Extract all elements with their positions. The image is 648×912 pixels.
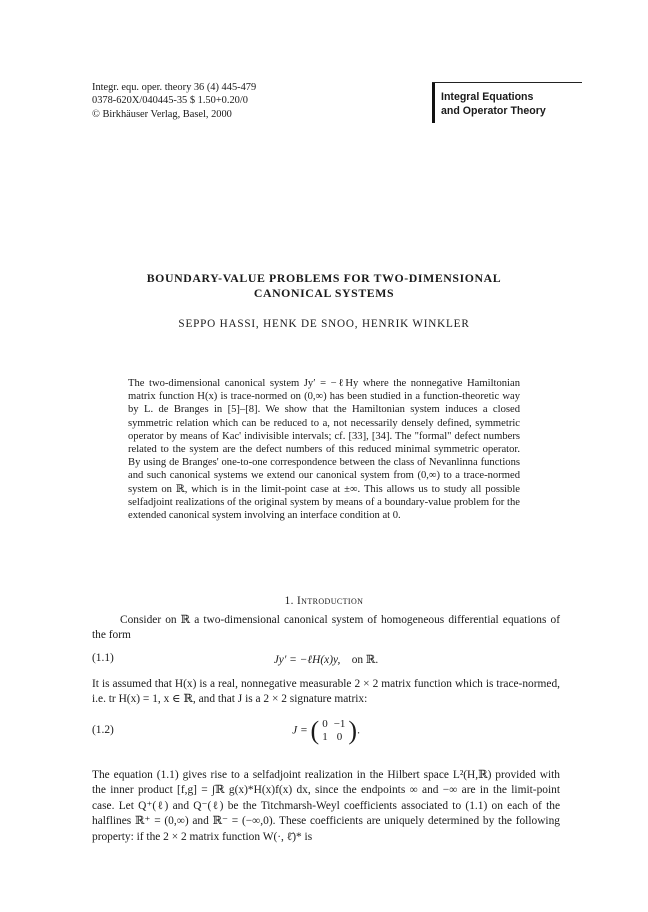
matrix-cell: −1: [333, 718, 346, 730]
section-number: 1.: [284, 595, 294, 607]
author-list: SEPPO HASSI, HENK DE SNOO, HENRIK WINKLER: [178, 318, 470, 330]
section-heading: [0, 595, 648, 607]
journal-name: [441, 91, 546, 118]
equation-expression: [92, 652, 560, 666]
issn-line: 0378-620X/040445-35 $ 1.50+0.20/0: [92, 95, 248, 107]
paper-title-line-2: CANONICAL SYSTEMS: [253, 286, 395, 300]
equation-number: (1.2): [92, 724, 114, 736]
equation-expression: [92, 718, 560, 744]
equation-lhs: Jy′ = −ℓH(x)y,: [273, 654, 341, 666]
paragraph-3: The equation (1.1) gives rise to a selfadjoint realization in the Hilbert space L²(H,ℝ) provided with the inner product [f,g] = ∫ℝ g(x)*H(x)f(x) dx, since the endpoints ∞ and −∞ are in the limit-point case. Let Q⁺(ℓ) and Q⁻(ℓ) be the Titchmarsh-Weyl coefficients associated to (1.1) on each of the halflines ℝ⁺ = (0,∞) and ℝ⁻ = (−∞,0). These coefficients are uniquely determined by the following property: if the 2 × 2 matrix function W(·, ℓ̄)* is: [92, 769, 560, 843]
journal-bar: [432, 83, 435, 123]
citation-header: [92, 81, 256, 121]
equation-domain: on ℝ.: [351, 654, 379, 666]
equation-number: (1.1): [92, 652, 114, 664]
equation-end: .: [357, 724, 360, 737]
equation-lhs: J =: [292, 724, 308, 737]
signature-matrix: ( 0 −1 1 0 ): [310, 716, 358, 745]
paper-title: [0, 271, 648, 301]
matrix-cell: 0: [322, 718, 328, 730]
copyright-line: © Birkhäuser Verlag, Basel, 2000: [92, 108, 232, 120]
section-name: Introduction: [297, 595, 364, 607]
abstract: The two-dimensional canonical system Jy′ = −ℓHy where the nonnegative Hamiltonian matrix function H(x) is trace-normed on (0,∞) has been studied in a function-theoretic way by L. de Branges in [5]–[8]. We show that the Hamiltonian system induces a closed symmetric relation which can be reduced to a, not necessarily densely defined, symmetric operator by means of Kac' indivisible intervals; cf. [33], [34]. The "formal" defect numbers related to the system are the defect numbers of this reduced minimal symmetric operator. By using de Branges' one-to-one correspondence between the class of Nevanlinna functions and such canonical systems we extend our canonical system from (0,∞) to a trace-normed system on ℝ, which is in the limit-point case at ±∞. This allows us to study all possible selfadjoint realizations of the original system by means of a boundary-value problem for the extended canonical system involving an interface condition at 0.: [128, 378, 520, 522]
paper-title-line-1: BOUNDARY-VALUE PROBLEMS FOR TWO-DIMENSIONAL: [146, 271, 502, 285]
journal-box: [432, 82, 582, 123]
journal-name-line-1: Integral Equations: [441, 91, 534, 103]
paragraph-1: Consider on ℝ a two-dimensional canonical system of homogeneous differential equations of the form: [92, 614, 560, 642]
citation-line: Integr. equ. oper. theory 36 (4) 445-479: [92, 82, 257, 93]
equation-1-1: [92, 652, 560, 670]
matrix-cell: 1: [322, 731, 328, 743]
equation-1-2: [92, 718, 560, 748]
journal-name-line-2: and Operator Theory: [441, 104, 546, 117]
matrix-cell: 0: [336, 731, 343, 743]
paragraph-2: It is assumed that H(x) is a real, nonnegative measurable 2 × 2 matrix function which is trace-normed, i.e. tr H(x) = 1, x ∈ ℝ, and that J is a 2 × 2 signature matrix:: [92, 678, 560, 706]
